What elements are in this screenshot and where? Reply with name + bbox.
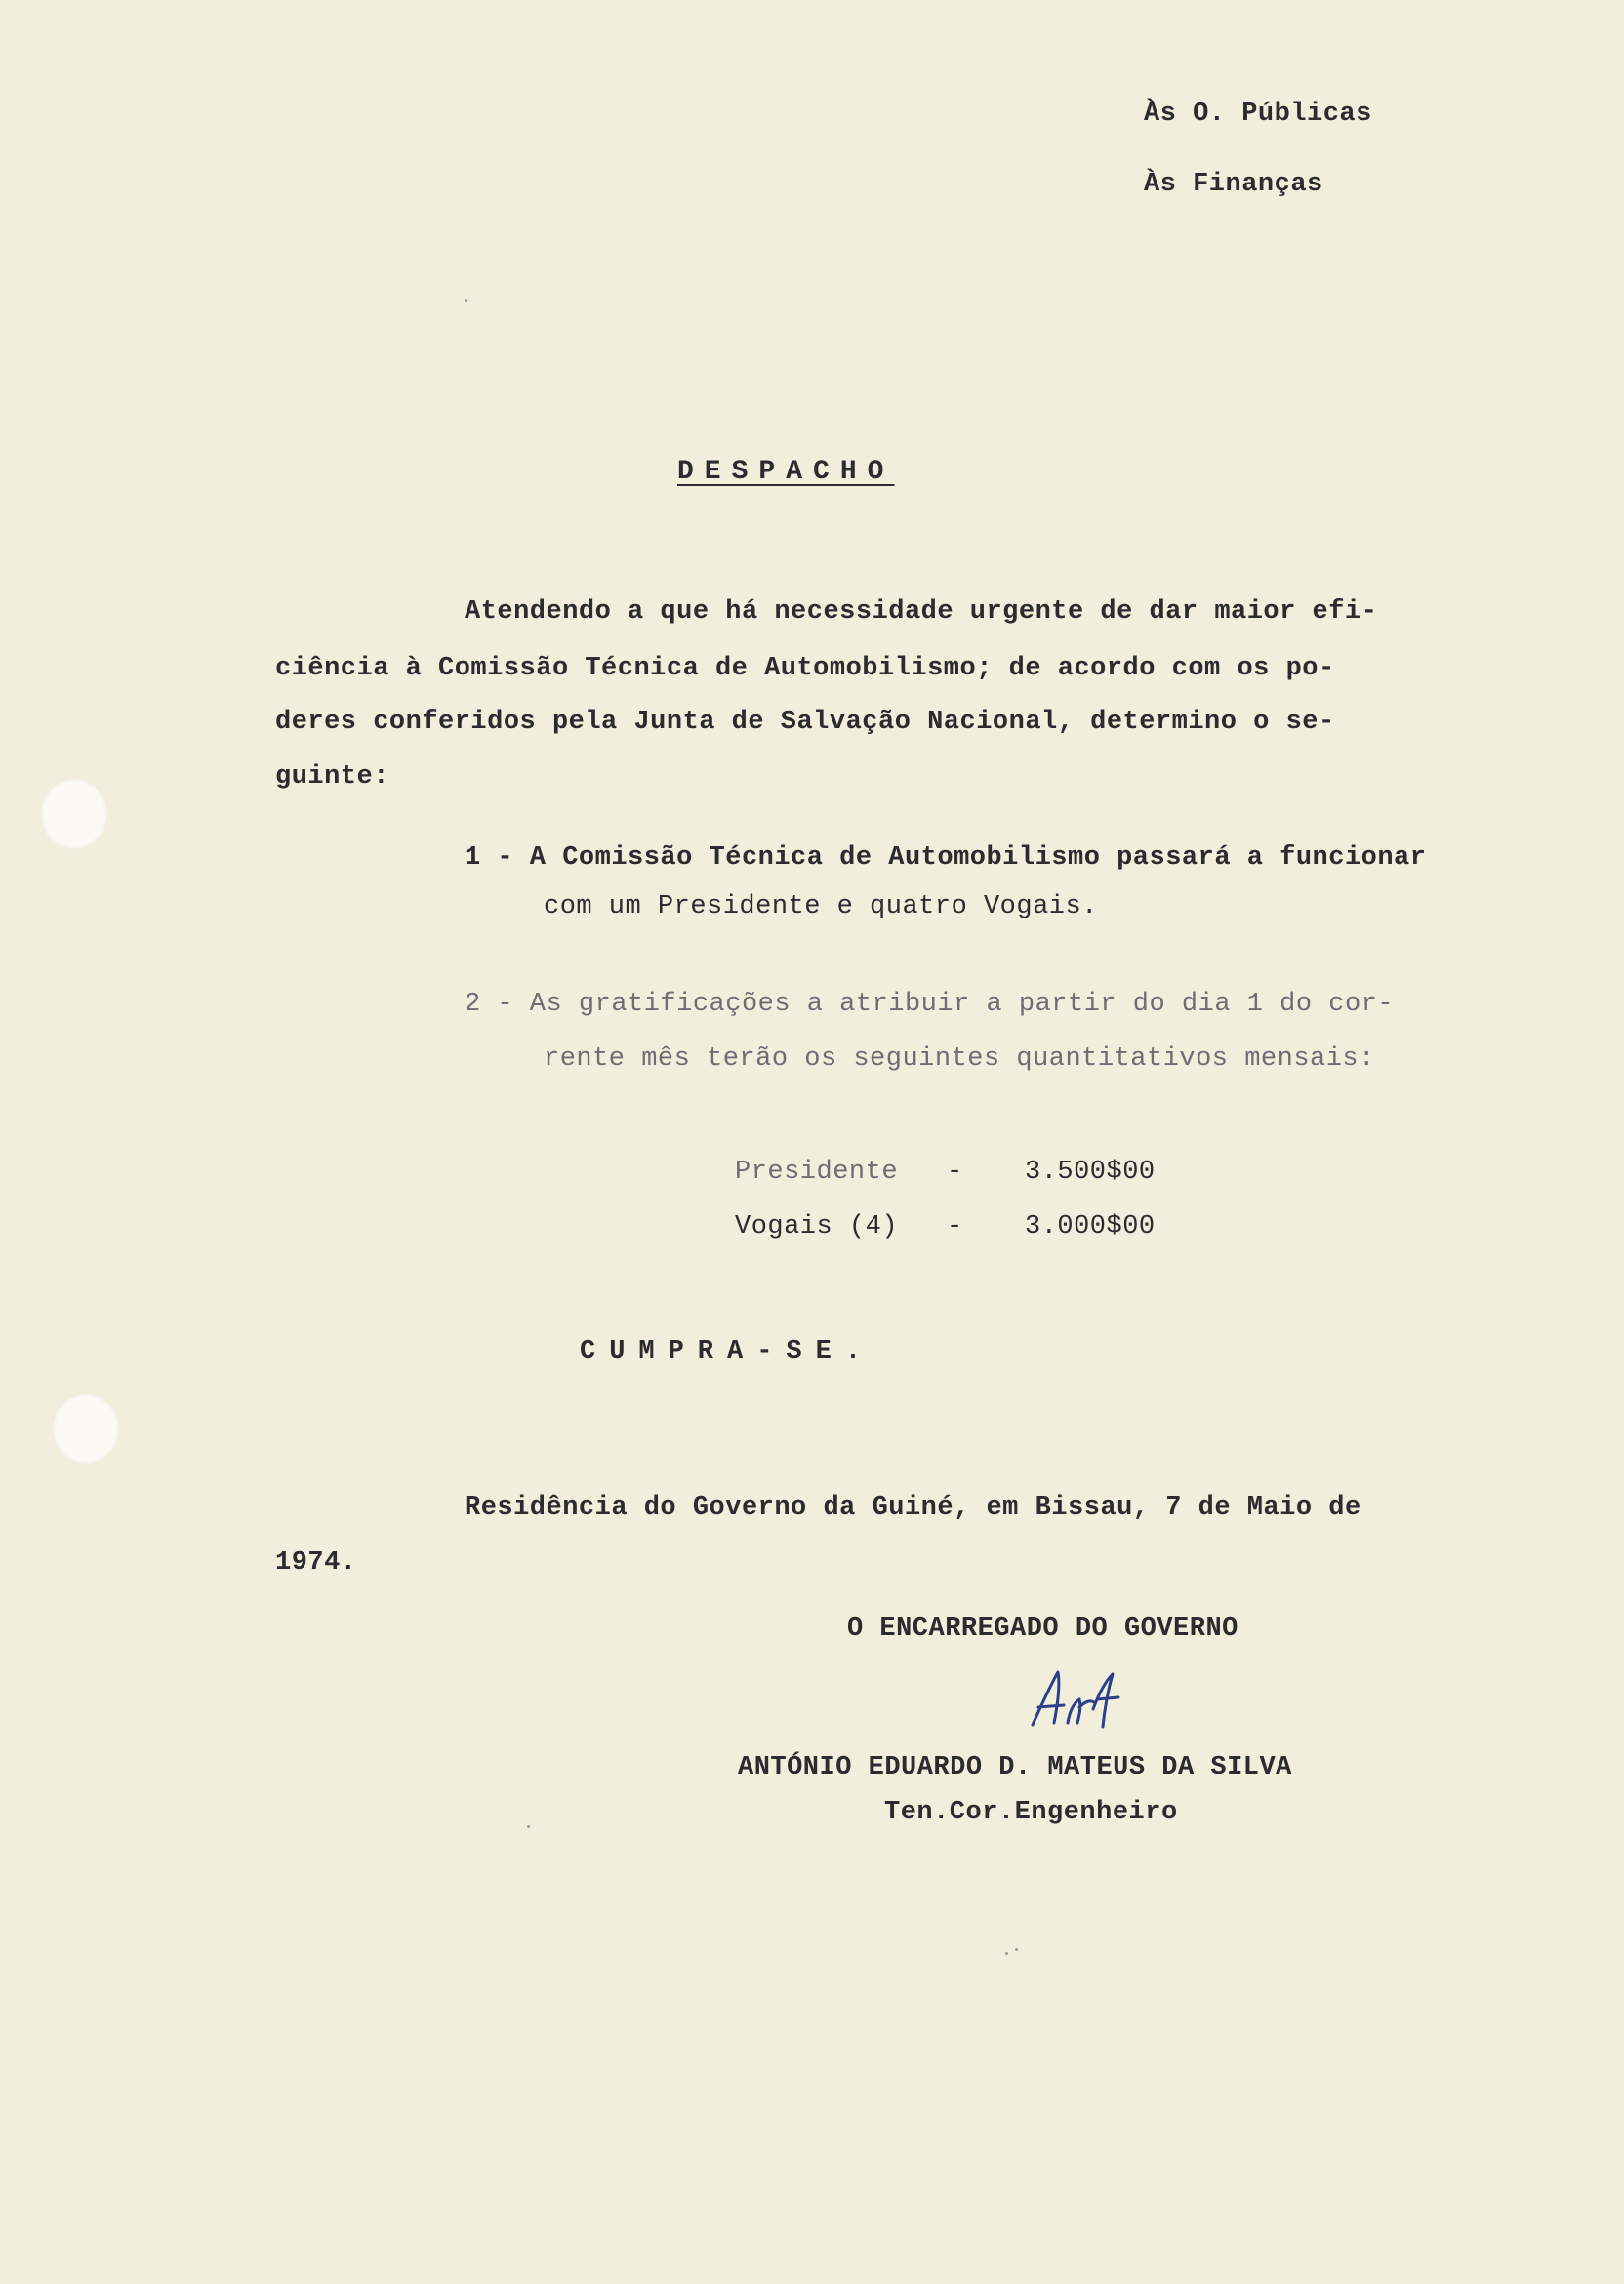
item-1-line-1: 1 - A Comissão Técnica de Automobilismo passará a funcionar <box>465 843 1427 873</box>
order-text: CUMPRA-SE. <box>580 1337 875 1366</box>
item-2-line-1: 2 - As gratificações a atribuir a partir do dia 1 do cor- <box>465 990 1395 1019</box>
routing-line-1: Às O. Públicas <box>1144 100 1372 129</box>
closing-line-1: Residência do Governo da Guiné, em Bissau, 7 de Maio de <box>465 1493 1361 1523</box>
document-title: DESPACHO <box>677 457 895 487</box>
paragraph-1-line-4: guinte: <box>275 762 389 792</box>
punch-hole-top <box>41 779 107 849</box>
amount-value: 3.000$00 <box>1025 1212 1156 1242</box>
paragraph-1-line-2: ciência à Comissão Técnica de Automobilismo; de acordo com os po- <box>275 654 1335 683</box>
handwritten-signature <box>1025 1664 1132 1733</box>
item-2-line-2: rente mês terão os seguintes quantitativos mensais: <box>544 1044 1375 1074</box>
closing-line-2: 1974. <box>275 1548 357 1577</box>
paragraph-1-line-1: Atendendo a que há necessidade urgente de dar maior efi- <box>465 597 1378 627</box>
amount-value: 3.500$00 <box>1025 1158 1156 1187</box>
item-1-line-2: com um Presidente e quatro Vogais. <box>544 892 1098 921</box>
paper-speck <box>465 299 467 302</box>
amount-role: Vogais (4) <box>735 1212 899 1242</box>
signatory-rank: Ten.Cor.Engenheiro <box>884 1798 1178 1827</box>
signatory-heading: O ENCARREGADO DO GOVERNO <box>847 1614 1238 1644</box>
routing-line-2: Às Finanças <box>1144 170 1323 199</box>
amount-dash: - <box>947 1212 963 1242</box>
amount-role: Presidente <box>735 1158 899 1187</box>
paper-speck <box>527 1825 530 1828</box>
paragraph-1-line-3: deres conferidos pela Junta de Salvação Nacional, determino o se- <box>275 708 1335 737</box>
paper-speck <box>1015 1948 1018 1951</box>
punch-hole-bottom <box>53 1394 119 1464</box>
signatory-name: ANTÓNIO EDUARDO D. MATEUS DA SILVA <box>738 1753 1292 1782</box>
amount-dash: - <box>947 1158 963 1187</box>
paper-speck <box>1005 1952 1008 1955</box>
